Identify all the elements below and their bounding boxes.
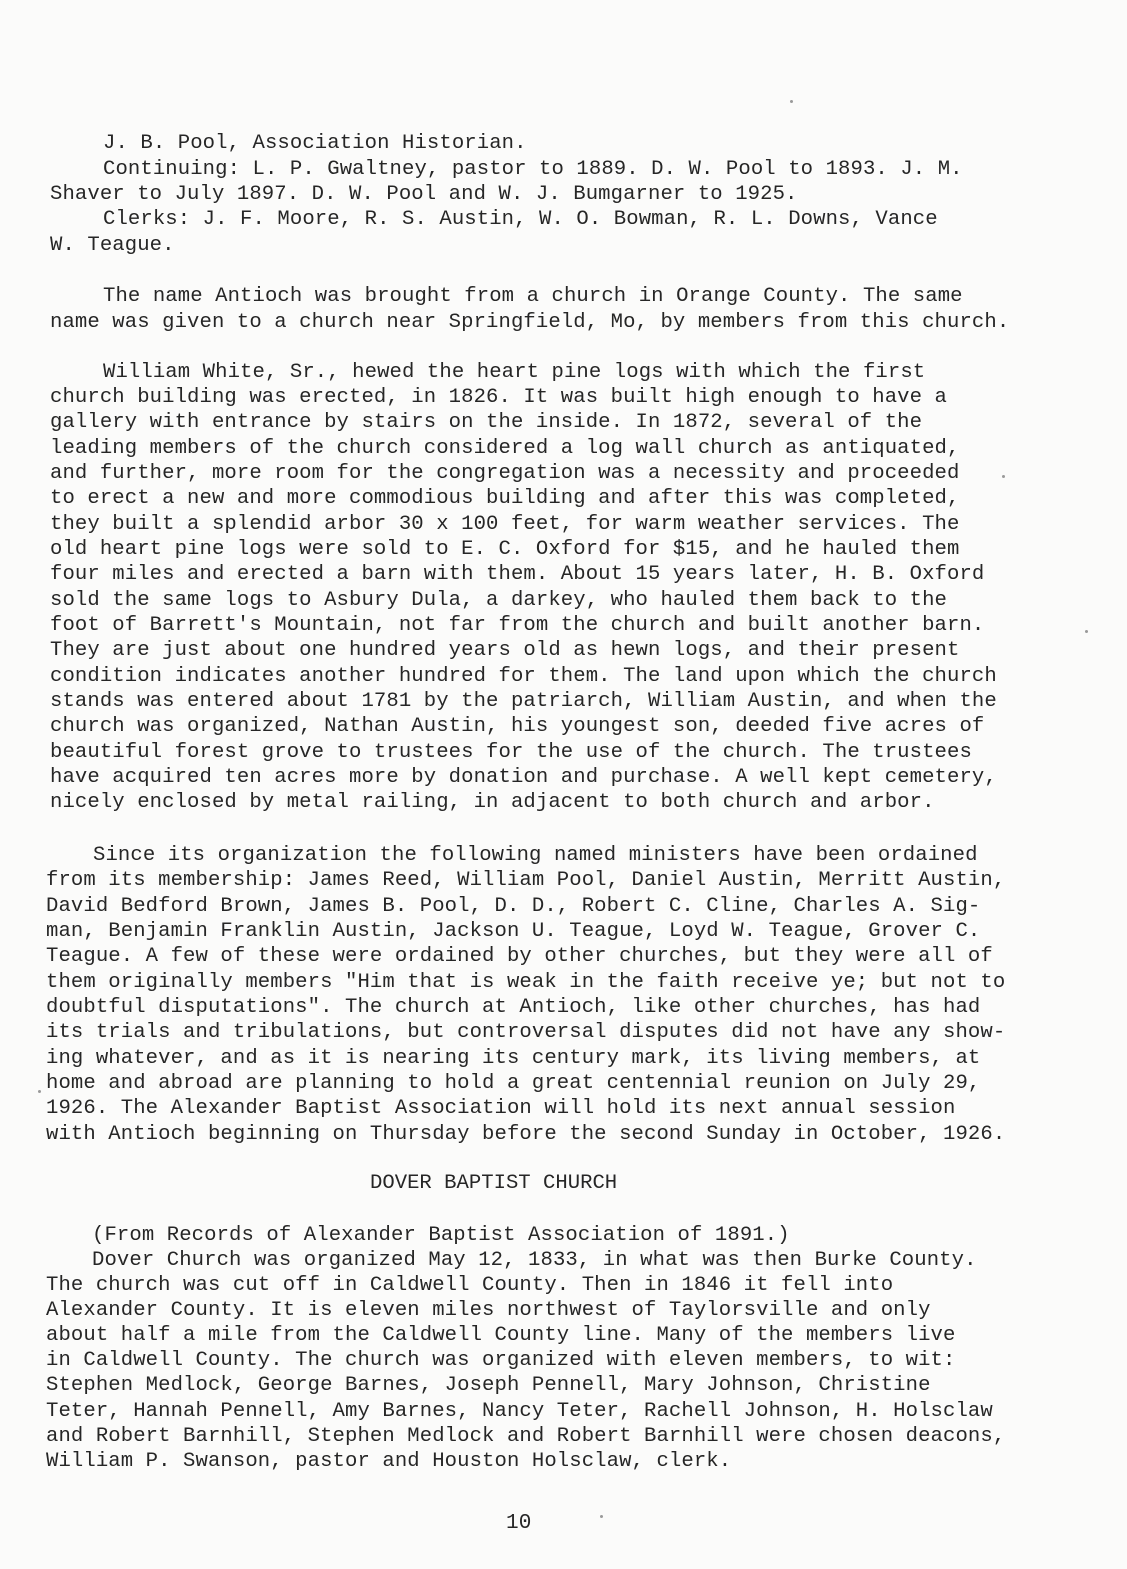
- continuing-line: Continuing: L. P. Gwaltney, pastor to 1889. D. W. Pool to 1893. J. M.: [103, 158, 963, 181]
- clerks-line: Clerks: J. F. Moore, R. S. Austin, W. O. Bowman, R. L. Downs, Vance: [103, 208, 938, 231]
- scan-speck: [1002, 475, 1005, 478]
- paragraph-line: They are just about one hundred years old as hewn logs, and their present: [50, 639, 960, 662]
- paragraph-line: foot of Barrett's Mountain, not far from the church and built another barn.: [50, 614, 985, 637]
- paragraph-line: Dover Church was organized May 12, 1833, in what was then Burke County.: [92, 1249, 977, 1272]
- paragraph-line: David Bedford Brown, James B. Pool, D. D., Robert C. Cline, Charles A. Sig-: [46, 895, 981, 918]
- paragraph-line: leading members of the church considered a log wall church as antiquated,: [50, 437, 960, 460]
- paragraph-line: home and abroad are planning to hold a great centennial reunion on July 29,: [46, 1072, 981, 1095]
- clerks-line-cont: W. Teague.: [50, 234, 175, 257]
- paragraph-line: have acquired ten acres more by donation and purchase. A well kept cemetery,: [50, 766, 997, 789]
- paragraph-line: stands was entered about 1781 by the patriarch, William Austin, and when the: [50, 690, 997, 713]
- paragraph-line: nicely enclosed by metal railing, in adjacent to both church and arbor.: [50, 791, 935, 814]
- paragraph-line: beautiful forest grove to trustees for the use of the church. The trustees: [50, 741, 972, 764]
- paragraph-line: ing whatever, and as it is nearing its century mark, its living members, at: [46, 1047, 981, 1070]
- paragraph-line: (From Records of Alexander Baptist Association of 1891.): [92, 1224, 790, 1247]
- scan-speck: [1085, 630, 1088, 633]
- paragraph-line: The name Antioch was brought from a church in Orange County. The same: [103, 285, 963, 308]
- paragraph-line: Stephen Medlock, George Barnes, Joseph Pennell, Mary Johnson, Christine: [46, 1374, 931, 1397]
- paragraph-line: and Robert Barnhill, Stephen Medlock and Robert Barnhill were chosen deacons,: [46, 1425, 1006, 1448]
- paragraph-line: 1926. The Alexander Baptist Association will hold its next annual session: [46, 1097, 956, 1120]
- paragraph-line: old heart pine logs were sold to E. C. Oxford for $15, and he hauled them: [50, 538, 960, 561]
- paragraph-line: church building was erected, in 1826. It was built high enough to have a: [50, 386, 947, 409]
- paragraph-line: its trials and tribulations, but controversal disputes did not have any show-: [46, 1021, 1006, 1044]
- scan-speck: [38, 1090, 41, 1093]
- paragraph-line: condition indicates another hundred for them. The land upon which the church: [50, 665, 997, 688]
- paragraph-line: they built a splendid arbor 30 x 100 feet, for warm weather services. The: [50, 513, 960, 536]
- historian-line: J. B. Pool, Association Historian.: [103, 132, 527, 155]
- paragraph-line: four miles and erected a barn with them. About 15 years later, H. B. Oxford: [50, 563, 985, 586]
- scan-speck: [790, 100, 793, 103]
- paragraph-line: from its membership: James Reed, William Pool, Daniel Austin, Merritt Austin,: [46, 869, 1006, 892]
- paragraph-line: Since its organization the following named ministers have been ordained: [93, 844, 978, 867]
- paragraph-line: and further, more room for the congregation was a necessity and proceeded: [50, 462, 960, 485]
- paragraph-line: in Caldwell County. The church was organized with eleven members, to wit:: [46, 1349, 956, 1372]
- section-heading: DOVER BAPTIST CHURCH: [370, 1172, 618, 1195]
- paragraph-line: to erect a new and more commodious building and after this was completed,: [50, 487, 960, 510]
- paragraph-line: man, Benjamin Franklin Austin, Jackson U. Teague, Loyd W. Teague, Grover C.: [46, 920, 981, 943]
- paragraph-line: about half a mile from the Caldwell County line. Many of the members live: [46, 1324, 956, 1347]
- paragraph-line: them originally members "Him that is weak in the faith receive ye; but not to: [46, 971, 1006, 994]
- paragraph-line: with Antioch beginning on Thursday before the second Sunday in October, 1926.: [46, 1123, 1006, 1146]
- paragraph-line: church was organized, Nathan Austin, his youngest son, deeded five acres of: [50, 715, 985, 738]
- paragraph-line: William White, Sr., hewed the heart pine logs with which the first: [103, 361, 926, 384]
- page-number: 10: [506, 1512, 532, 1535]
- paragraph-line: doubtful disputations". The church at Antioch, like other churches, has had: [46, 996, 981, 1019]
- paragraph-line: Teter, Hannah Pennell, Amy Barnes, Nancy Teter, Rachell Johnson, H. Holsclaw: [46, 1400, 993, 1423]
- paragraph-line: William P. Swanson, pastor and Houston Holsclaw, clerk.: [46, 1450, 732, 1473]
- paragraph-line: Teague. A few of these were ordained by other churches, but they were all of: [46, 945, 993, 968]
- paragraph-line: The church was cut off in Caldwell County. Then in 1846 it fell into: [46, 1274, 894, 1297]
- scan-speck: [600, 1515, 603, 1518]
- paragraph-line: sold the same logs to Asbury Dula, a darkey, who hauled them back to the: [50, 589, 947, 612]
- paragraph-line: Alexander County. It is eleven miles northwest of Taylorsville and only: [46, 1299, 931, 1322]
- continuing-line-cont: Shaver to July 1897. D. W. Pool and W. J. Bumgarner to 1925.: [50, 183, 798, 206]
- paragraph-line: name was given to a church near Springfield, Mo, by members from this church.: [50, 311, 1010, 334]
- paragraph-line: gallery with entrance by stairs on the inside. In 1872, several of the: [50, 411, 923, 434]
